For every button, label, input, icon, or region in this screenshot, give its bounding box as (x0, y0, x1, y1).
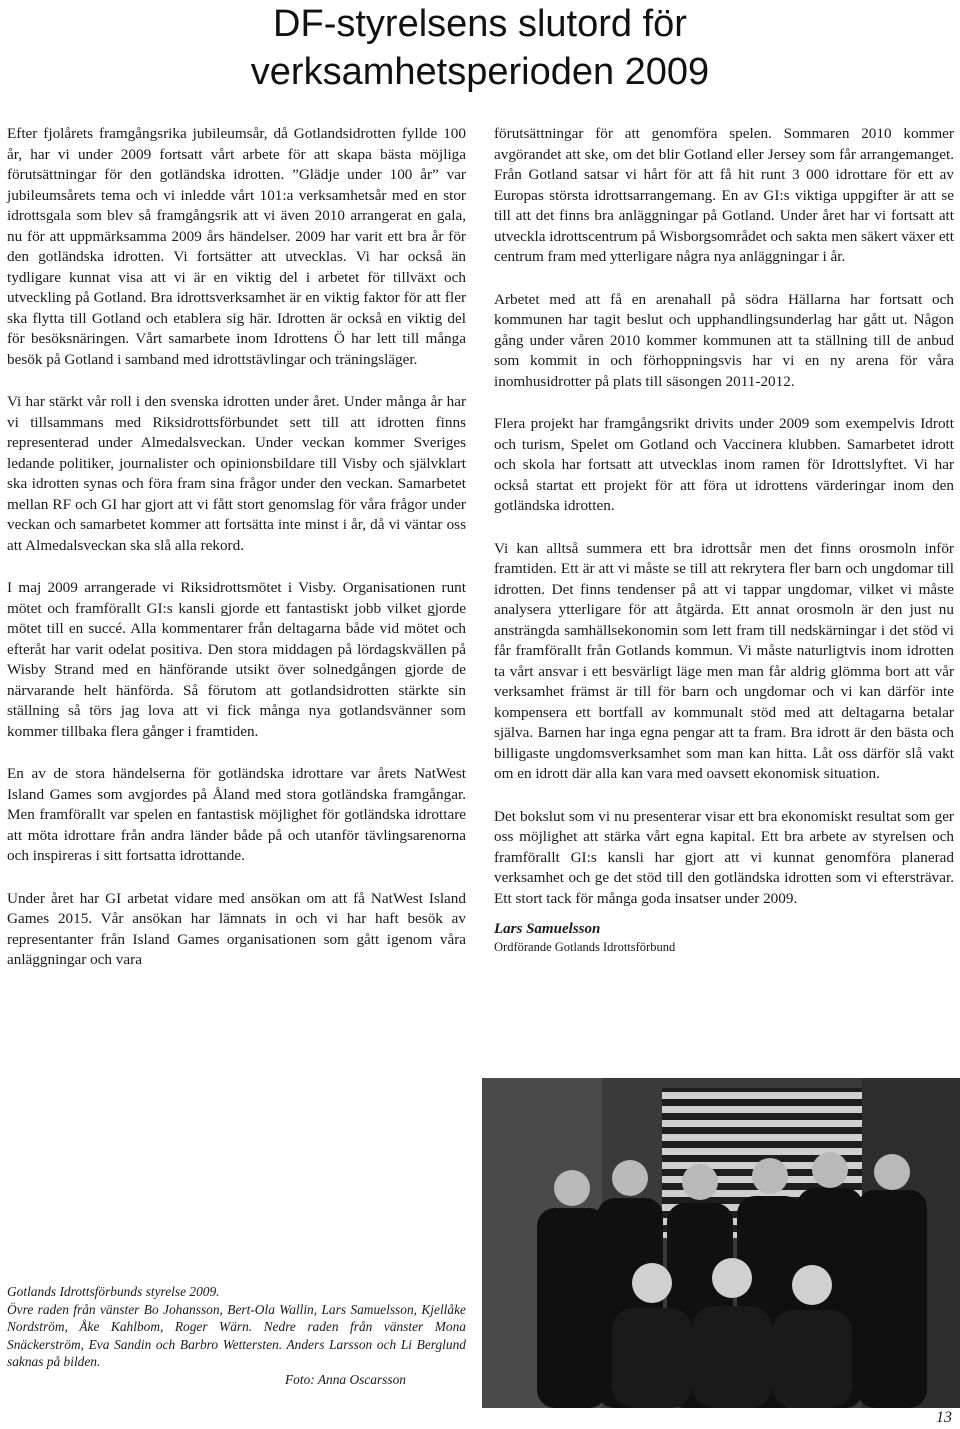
group-photo-illustration (482, 1078, 960, 1408)
paragraph: I maj 2009 arrangerade vi Riksidrottsmötet i Visby. Organisationen runt mötet och framförallt GI:s kansli gjorde ett fantastiskt jobb vilket gjorde mötet till en succé. Alla kommentarer från deltagarna både vid mötet och efteråt har varit odelat positiva. Den stora middagen på lördagskvällen på Wisby Strand med en hänförande utsikt över solnedgången gjorde de närvarande helt hänförda. Så förutom att gotlandsidrotten stärkte sin ställning så törs jag lova att vi fick många nya gotlandsvänner som kommer tillbaka flera gånger i framtiden. (7, 579, 466, 740)
paragraph: Vi har stärkt vår roll i den svenska idrotten under året. Under många år har vi tillsammans med Riksidrottsförbundet sett till att idrotten finns representerad under Almedalsveckan. Under veckan kommer Sveriges ledande politiker, journalister och opinionsbildare till Visby och självklart ska idrotten synas och föra fram sina frågor under den veckan. Samarbetet mellan RF och GI har gjort att vi fått stort genomslag för våra frågor under veckan och samarbetet kommer att fortsätta inte minst i år, då vi väntar oss att Almedalsveckan ska slå alla rekord. (7, 393, 466, 554)
photo-credit-line (7, 1371, 466, 1389)
page-title (0, 0, 960, 96)
paragraph: Vi kan alltså summera ett bra idrottsår men det finns orosmoln inför framtiden. Ett är att vi måste se till att rekrytera fler barn och ungdomar till idrotten. Det finns tendenser på att vi tappar ungdomar, vilket vi måste analysera ytterligare för att åtgärda. Ett annat orosmoln är den just nu ansträngda samhällsekonomin som lett fram till nedskärningar i det stöd vi får framförallt från Gotlands kommun. Vi måste naturligtvis inom idrotten ta vårt ansvar i ett besvärligt läge men man får aldrig glömma bort att vår verksamhet främst är till för barn och ungdomar och vi kan därför inte kompensera ett bortfall av kommunalt stöd med att deltagarna betalar själva. Barnen har inga egna pengar att ta fram. Bra idrott är den bästa och billigaste ungdomsverksamhet som man kan hitta. Låt oss därför slå vakt om en idrott där alla kan vara med oavsett ekonomisk situation. (494, 539, 954, 782)
signature (494, 919, 954, 955)
paragraph: Det bokslut som vi nu presenterar visar ett bra ekonomiskt resultat som ger oss möjlighet att stärka vårt egna kapital. Ett bra arbete av styrelsen och framförallt GI:s kansli har gjort att vi kunnat genomföra planerad verksamhet och ge det stöd till den gotländska idrotten som vi eftersträvar. Ett stort tack för många goda insatser under 2009. (494, 807, 954, 907)
signature-role: Ordförande Gotlands Idrottsförbund (494, 940, 676, 954)
signature-name: Lars Samuelsson (494, 921, 601, 937)
title-line-1: DF-styrelsens slutord för (273, 3, 687, 45)
title-line-2: verksamhetsperioden 2009 (250, 51, 710, 93)
right-column (494, 124, 954, 955)
caption-title: Gotlands Idrottsförbunds styrelse 2009. (7, 1284, 220, 1299)
page-number: 13 (936, 1409, 952, 1426)
paragraph: Under året har GI arbetat vidare med ansökan om att få NatWest Island Games 2015. Vår ansökan har lämnats in och vi har haft besök av representanter från Island Games organisationen som gått igenom våra anläggningar och vara (7, 889, 466, 968)
left-column (7, 124, 466, 993)
photo-caption (7, 1283, 466, 1388)
paragraph: En av de stora händelserna för gotländska idrottare var årets NatWest Island Games som avgjordes på Åland med stora gotländska framgångar. Men framförallt var spelen en fantastisk möjlighet för gotländska idrottare att möta idrottare från andra länder både på och utanför tävlingsarenorna och inspireras i sitt fortsatta idrottande. (7, 765, 466, 864)
paragraph: Arbetet med att få en arenahall på södra Hällarna har fortsatt och kommunen har tagit beslut och upphandlingsunderlag har gått ut. Någon gång under våren 2010 kommer kommunen att ta ställning till de anbud som kommit in och förhoppningsvis har vi en ny arena för våra inomhusidrotter på plats till säsongen 2011-2012. (494, 290, 954, 390)
caption-names: Övre raden från vänster Bo Johansson, Bert-Ola Wallin, Lars Samuelsson, Kjellåke Nordström, Åke Kahlbom, Roger Wärn. Nedre raden från vänster Mona Snäckerström, Eva Sandin och Barbro Wettersten. Anders Larsson och Li Berglund saknas på bilden. (7, 1301, 466, 1369)
paragraph: Flera projekt har framgångsrikt drivits under 2009 som exempelvis Idrott och turism, Spelet om Gotland och Vaccinera klubben. Samarbetet idrott och skola har fortsatt att utvecklas inom ramen för Idrottslyftet. Vi har också startat ett projekt för att föra ut idrottens värderingar inom den gotländska idrotten. (494, 415, 954, 514)
photo-credit: Foto: Anna Oscarsson (284, 1371, 406, 1387)
group-photo (482, 1078, 960, 1408)
paragraph: förutsättningar för att genomföra spelen. Sommaren 2010 kommer avgörandet att ske, om det blir Gotland eller Jersey som får arrangemanget. Från Gotland satsar vi hårt för att få hit runt 3 000 idrottare för ett av Europas största idrottsarrangemang. En av GI:s viktiga uppgifter är att se till att det finns bra anläggningar på Gotland. Under året har vi fortsatt att utveckla idrottscentrum på Wisborgsområdet och sakta men säkert växer ett centrum fram med ytterligare några nya anläggningar i år. (494, 125, 954, 265)
paragraph: Efter fjolårets framgångsrika jubileumsår, då Gotlandsidrotten fyllde 100 år, har vi under 2009 fortsatt vårt arbete för att skapa bästa möjliga förutsättningar för den gotländska idrotten. ”Glädje under 100 år” var jubileumsårets tema och vi inledde vårt 101:a verksamhetsår med en stor idrottsgala som blev så framgångsrik att vi även 2010 arrangerat en gala, nu för att uppmärksamma 2009 års händelser. 2009 har varit ett bra år för den gotländska idrotten. Vi fortsätter att utvecklas. Vi har också än tydligare kunnat visa att vi är en viktig del i arbetet för tillväxt och utveckling på Gotland. Bra idrottsverksamhet är en viktig faktor för att fler ska flytta till Gotland och etablera sig här. Idrotten är också en viktig del för besöksnäringen. Vårt samarbete inom Idrottens Ö har lett till många besök på Gotland i samband med idrottstävlingar och träningsläger. (7, 125, 466, 368)
